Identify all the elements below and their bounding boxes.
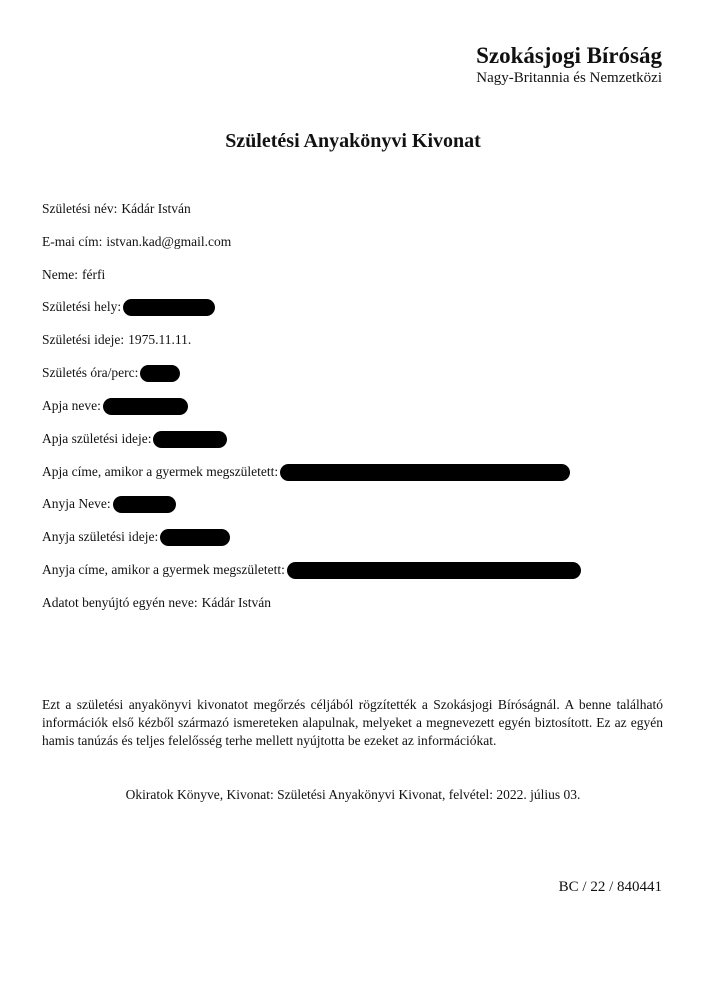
field-father-name <box>42 398 188 415</box>
field-label: Apja neve: <box>42 398 101 413</box>
field-mother-address <box>42 562 581 579</box>
field-value: Kádár István <box>201 595 271 610</box>
redaction-mark <box>160 529 230 546</box>
court-subtitle: Nagy-Britannia és Nemzetközi <box>476 70 662 86</box>
field-label: Anyja címe, amikor a gyermek megszületett: <box>42 562 285 577</box>
field-birth-date <box>42 332 191 348</box>
statement-paragraph: Ezt a születési anyakönyvi kivonatot megőrzés céljából rögzítették a Szokásjogi Bíróságnál. A benne található információk első kézből származó ismereteken alapulnak, melyeket a megnevezett egyén biztosított. Ez az egyén hamis tanúzás és teljes felelősség terhe mellett nyújtotta be ezeket az információkat. <box>42 697 663 748</box>
document-title: Születési Anyakönyvi Kivonat <box>225 130 481 152</box>
field-value: istvan.kad@gmail.com <box>106 234 232 249</box>
field-label: Születés óra/perc: <box>42 365 139 380</box>
field-label: Születési név: <box>42 201 118 216</box>
field-mother-name <box>42 496 176 513</box>
redaction-mark <box>280 464 570 481</box>
field-father-birth-date <box>42 431 227 448</box>
field-value: Kádár István <box>121 201 191 216</box>
redaction-mark <box>113 496 176 513</box>
field-label: Anyja Neve: <box>42 496 111 511</box>
field-label: Apja címe, amikor a gyermek megszületett: <box>42 464 279 479</box>
field-sex <box>42 267 105 283</box>
field-label: Apja születési ideje: <box>42 431 152 446</box>
field-mother-birth-date <box>42 529 230 546</box>
field-birth-place <box>42 299 215 316</box>
redaction-mark <box>103 398 188 415</box>
court-name: Szokásjogi Bíróság <box>476 43 662 68</box>
field-label: Adatot benyújtó egyén neve: <box>42 595 198 610</box>
redaction-mark <box>140 365 180 382</box>
record-line: Okiratok Könyve, Kivonat: Születési Anyakönyvi Kivonat, felvétel: 2022. július 03. <box>125 787 581 802</box>
field-email <box>42 234 231 250</box>
field-label: Neme: <box>42 267 78 282</box>
field-label: Anyja születési ideje: <box>42 529 159 544</box>
field-father-address <box>42 464 570 481</box>
field-submitter-name <box>42 595 271 611</box>
field-label: E-mai cím: <box>42 234 103 249</box>
field-birth-time <box>42 365 180 382</box>
redaction-mark <box>123 299 215 316</box>
redaction-mark <box>153 431 227 448</box>
field-label: Születési ideje: <box>42 332 125 347</box>
reference-number: BC / 22 / 840441 <box>558 879 662 895</box>
redaction-mark <box>287 562 581 579</box>
field-birth-name <box>42 201 191 217</box>
field-value: 1975.11.11. <box>128 332 192 347</box>
field-label: Születési hely: <box>42 299 122 314</box>
field-value: férfi <box>82 267 106 282</box>
